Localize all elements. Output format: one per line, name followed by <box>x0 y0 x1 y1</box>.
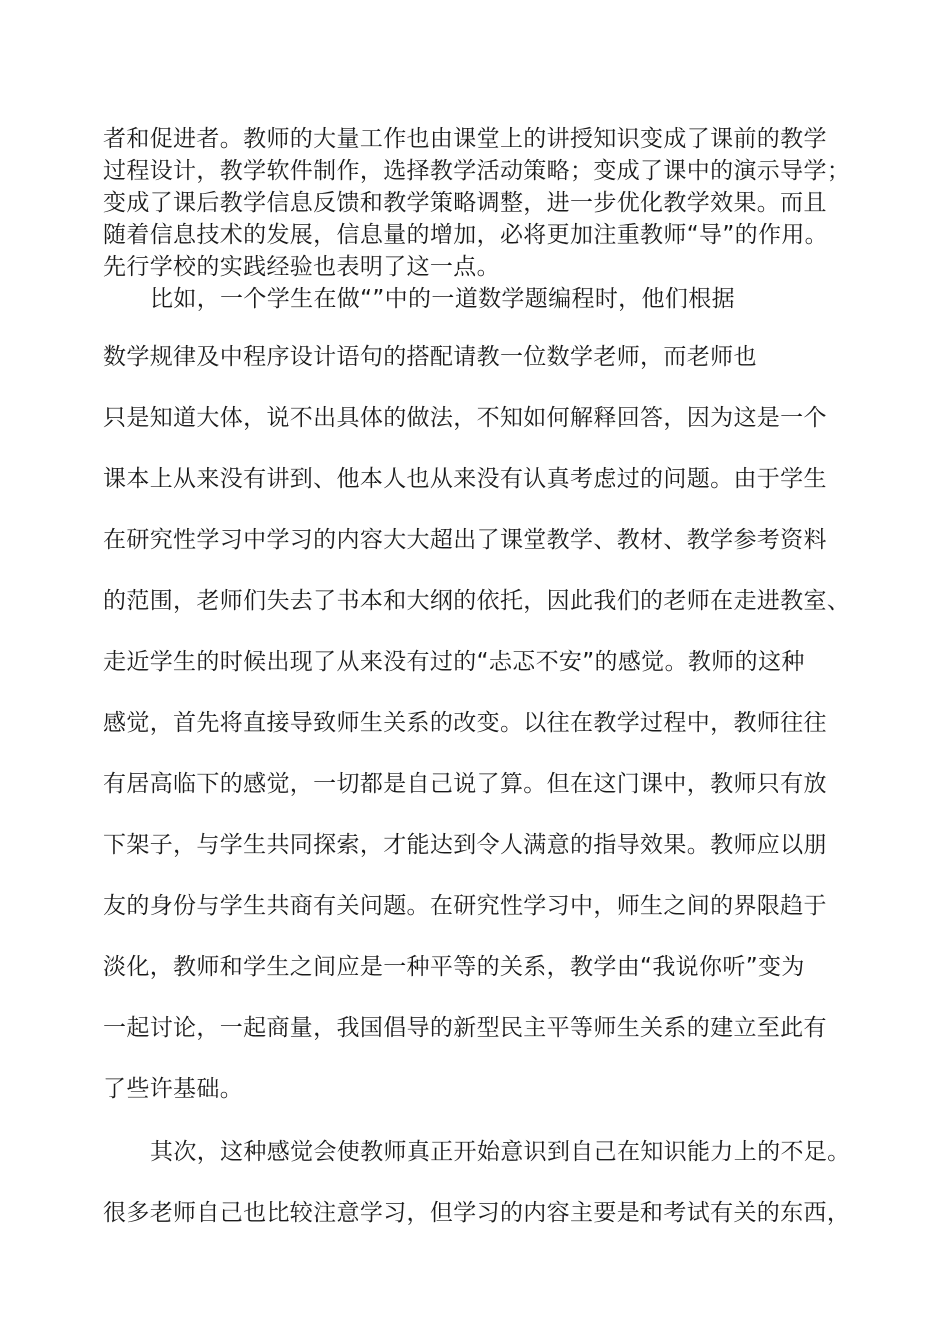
text-line: 感觉，首先将直接导致师生关系的改变。以往在教学过程中，教师往往 <box>103 710 827 736</box>
text-line: 随着信息技术的发展，信息量的增加，必将更加注重教师“导”的作用。 <box>103 222 829 248</box>
text-line: 很多老师自己也比较注意学习，但学习的内容主要是和考试有关的东西， <box>103 1200 851 1226</box>
text-line: 一起讨论，一起商量，我国倡导的新型民主平等师生关系的建立至此有 <box>103 1015 827 1041</box>
text-line: 变成了课后教学信息反馈和教学策略调整，进一步优化教学效果。而且 <box>103 190 827 216</box>
text-line: 过程设计，教学软件制作，选择教学活动策略；变成了课中的演示导学； <box>103 158 851 184</box>
text-line: 课本上从来没有讲到、他本人也从来没有认真考虑过的问题。由于学生 <box>103 466 827 492</box>
text-line: 下架子，与学生共同探索，才能达到令人满意的指导效果。教师应以朋 <box>103 832 827 858</box>
text-line: 淡化，教师和学生之间应是一种平等的关系，教学由“我说你听”变为 <box>103 954 805 980</box>
text-line: 走近学生的时候出现了从来没有过的“忐忑不安”的感觉。教师的这种 <box>103 649 805 675</box>
text-line: 者和促进者。教师的大量工作也由课堂上的讲授知识变成了课前的教学 <box>103 126 827 152</box>
text-line: 在研究性学习中学习的内容大大超出了课堂教学、教材、教学参考资料 <box>103 527 827 553</box>
text-line: 只是知道大体，说不出具体的做法，不知如何解释回答，因为这是一个 <box>103 405 827 431</box>
text-line: 数学规律及中程序设计语句的搭配请教一位数学老师，而老师也 <box>103 344 757 370</box>
text-line: 的范围，老师们失去了书本和大纲的依托，因此我们的老师在走进教室、 <box>103 588 851 614</box>
text-line: 了些许基础。 <box>103 1076 244 1102</box>
text-line: 比如，一个学生在做“”中的一道数学题编程时，他们根据 <box>150 286 735 312</box>
text-line: 友的身份与学生共商有关问题。在研究性学习中，师生之间的界限趋于 <box>103 893 827 919</box>
text-line: 有居高临下的感觉，一切都是自己说了算。但在这门课中，教师只有放 <box>103 771 827 797</box>
text-line: 其次，这种感觉会使教师真正开始意识到自己在知识能力上的不足。 <box>150 1139 851 1165</box>
text-line: 先行学校的实践经验也表明了这一点。 <box>103 254 500 280</box>
